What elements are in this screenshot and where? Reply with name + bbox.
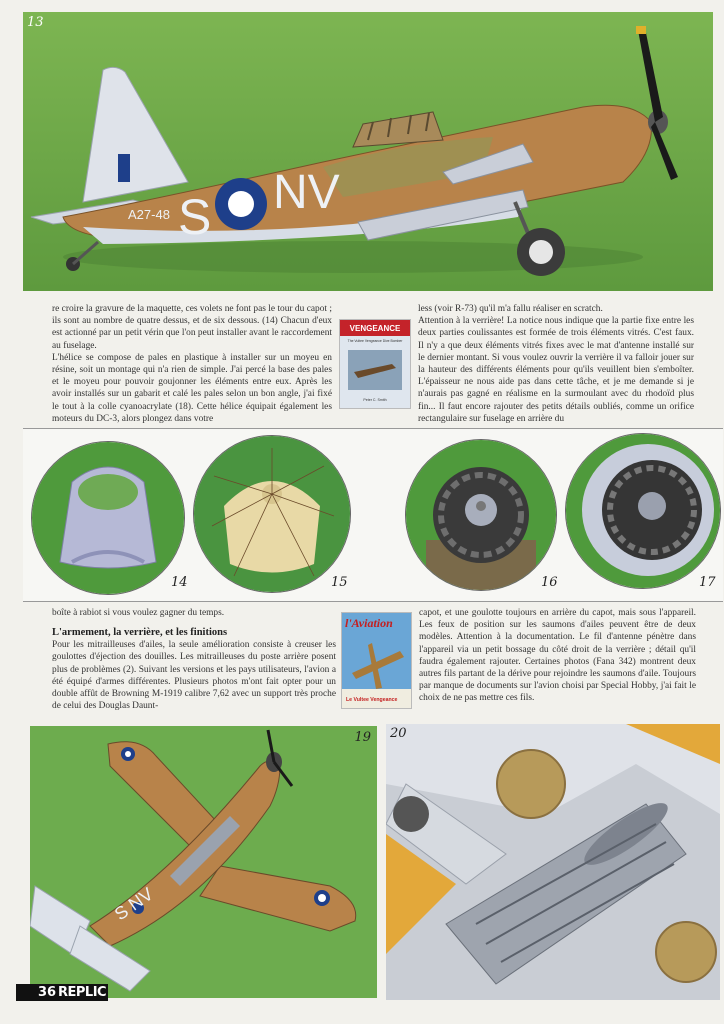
page-footer [16,984,108,1001]
photo-13 [23,12,713,291]
magazine-brand: REPLIC [58,985,107,1000]
text-column-1-upper [52,303,332,425]
text-column-2-upper [418,303,694,425]
text-column-1-lower [52,607,336,712]
page-number: 36 [38,985,57,1000]
photo-number-20: 20 [390,726,407,741]
photo-16-engine [405,439,557,591]
photo-number-14: 14 [171,575,188,590]
code-letter-s: S [178,189,212,245]
magazine-author: Peter C. Smith [363,398,387,402]
paragraph: Pour les mitrailleuses d'ailes, la seule amélioration consiste à creuser les goulottes d'éjection des douilles. Les mitrailleuses du poste arrière posent plus de problèmes (2). Suivant les versions et les pays utilisateurs, l'avion a été équipé d'armes différentes. Plusieurs photos m'ont fait opter pour un double affût de Browning M-1919 calibre 7,62 avec un support très proche de celui des Douglas Daunt- [52,640,336,712]
photo-number-17: 17 [699,575,716,590]
photo-strip [23,428,723,602]
code-letters-nv: NV [273,166,340,219]
photo-number-13: 13 [27,15,44,30]
photo-17-engine-cowling [565,433,721,589]
text-column-2-lower [419,607,696,705]
magazine-subtitle: The Vultee Vengeance Dive Bomber [347,339,403,343]
paragraph: boîte à rabiot si vous voulez gagner du temps. [52,608,225,618]
section-heading: L'armement, la verrière, et les finitions [52,627,228,639]
photo-19 [30,726,377,998]
magazine-cover-text: Le Vultee Vengeance [346,697,398,703]
paragraph: capot, et une goulotte toujours en arrière du capot, mais sous l'appareil. Les feux de position sur les saumons d'ailes peuvent être de deux modèles. Attention à la documentation. Le fil d'antenne pénètre dans l'appareil via un petit bossage du côté droit de la verrière ; détail qu'il faudra également rajouter. Certaines photos (Fana 342) montrent deux autres fils partant de la dérive pour rejoindre les saumons d'aile. Toujours par manque de documents sur l'avion choisi par Special Hobby, j'ai fait le choix de ne pas mettre ces fils. [419,608,696,704]
serial-number: A27-48 [128,207,170,222]
photo-14-cowling [31,441,185,595]
photo-number-15: 15 [331,575,348,590]
magazine-title: l'Aviation [345,616,393,630]
code-letters: S NV [110,883,157,925]
photo-20 [386,724,720,1000]
magazine-title: VENGEANCE [349,324,401,333]
magazine-cover-vengeance [339,319,411,409]
magazine-cover-aviation [341,612,412,709]
photo-number-19: 19 [354,730,371,745]
paragraph: less (voir R-73) qu'il m'a fallu réaliser en scratch. [418,304,603,314]
paragraph: re croire la gravure de la maquette, ces volets ne font pas le tour du capot ; ils sont au nombre de quatre dessus, et de six dessous. (14) Chacun d'eux est actionné par un petit vérin que l'on peut installer avant le raccordement au fuselage. [52,304,332,351]
paragraph: L'hélice se compose de pales en plastique à installer sur un moyeu en résine, soit un montage qui n'a rien de simple. J'ai percé la base des pales et le moyeu pour pouvoir goujonner les éléments entre eux. Après les avoir installés sur un gabarit et calé les pales selon un bon angle, j'ai fixé le tout à la colle cyanoacrylate (18). Cette hélice équipait également les moteurs du DC-3, alors plongez dans votre [52,352,332,424]
photo-15-propeller-hub [193,435,351,593]
paragraph: Attention à la verrière! La notice nous indique que la partie fixe entre les deux parties coulissantes est formée de trois éléments vitrés. C'est faux. Il n'y a que deux éléments vitrés fixes avec le mat d'antenne installé sur le dernier montant. Si vous voulez ouvrir la verrière il va falloir jouer sur la hauteur des différents éléments pour qu'ils veuillent bien s'emboîter. L'épaisseur ne nous aide pas dans cette tâche, et je me demande si je n'aurais pas gagné en réalisme en la surmoulant avec du rhodoïd plus fin... Il faut encore rajouter des petits détails oubliés, comme un orifice rectangulaire sur fuselage en arrière du [418,316,694,424]
photo-number-16: 16 [541,575,558,590]
